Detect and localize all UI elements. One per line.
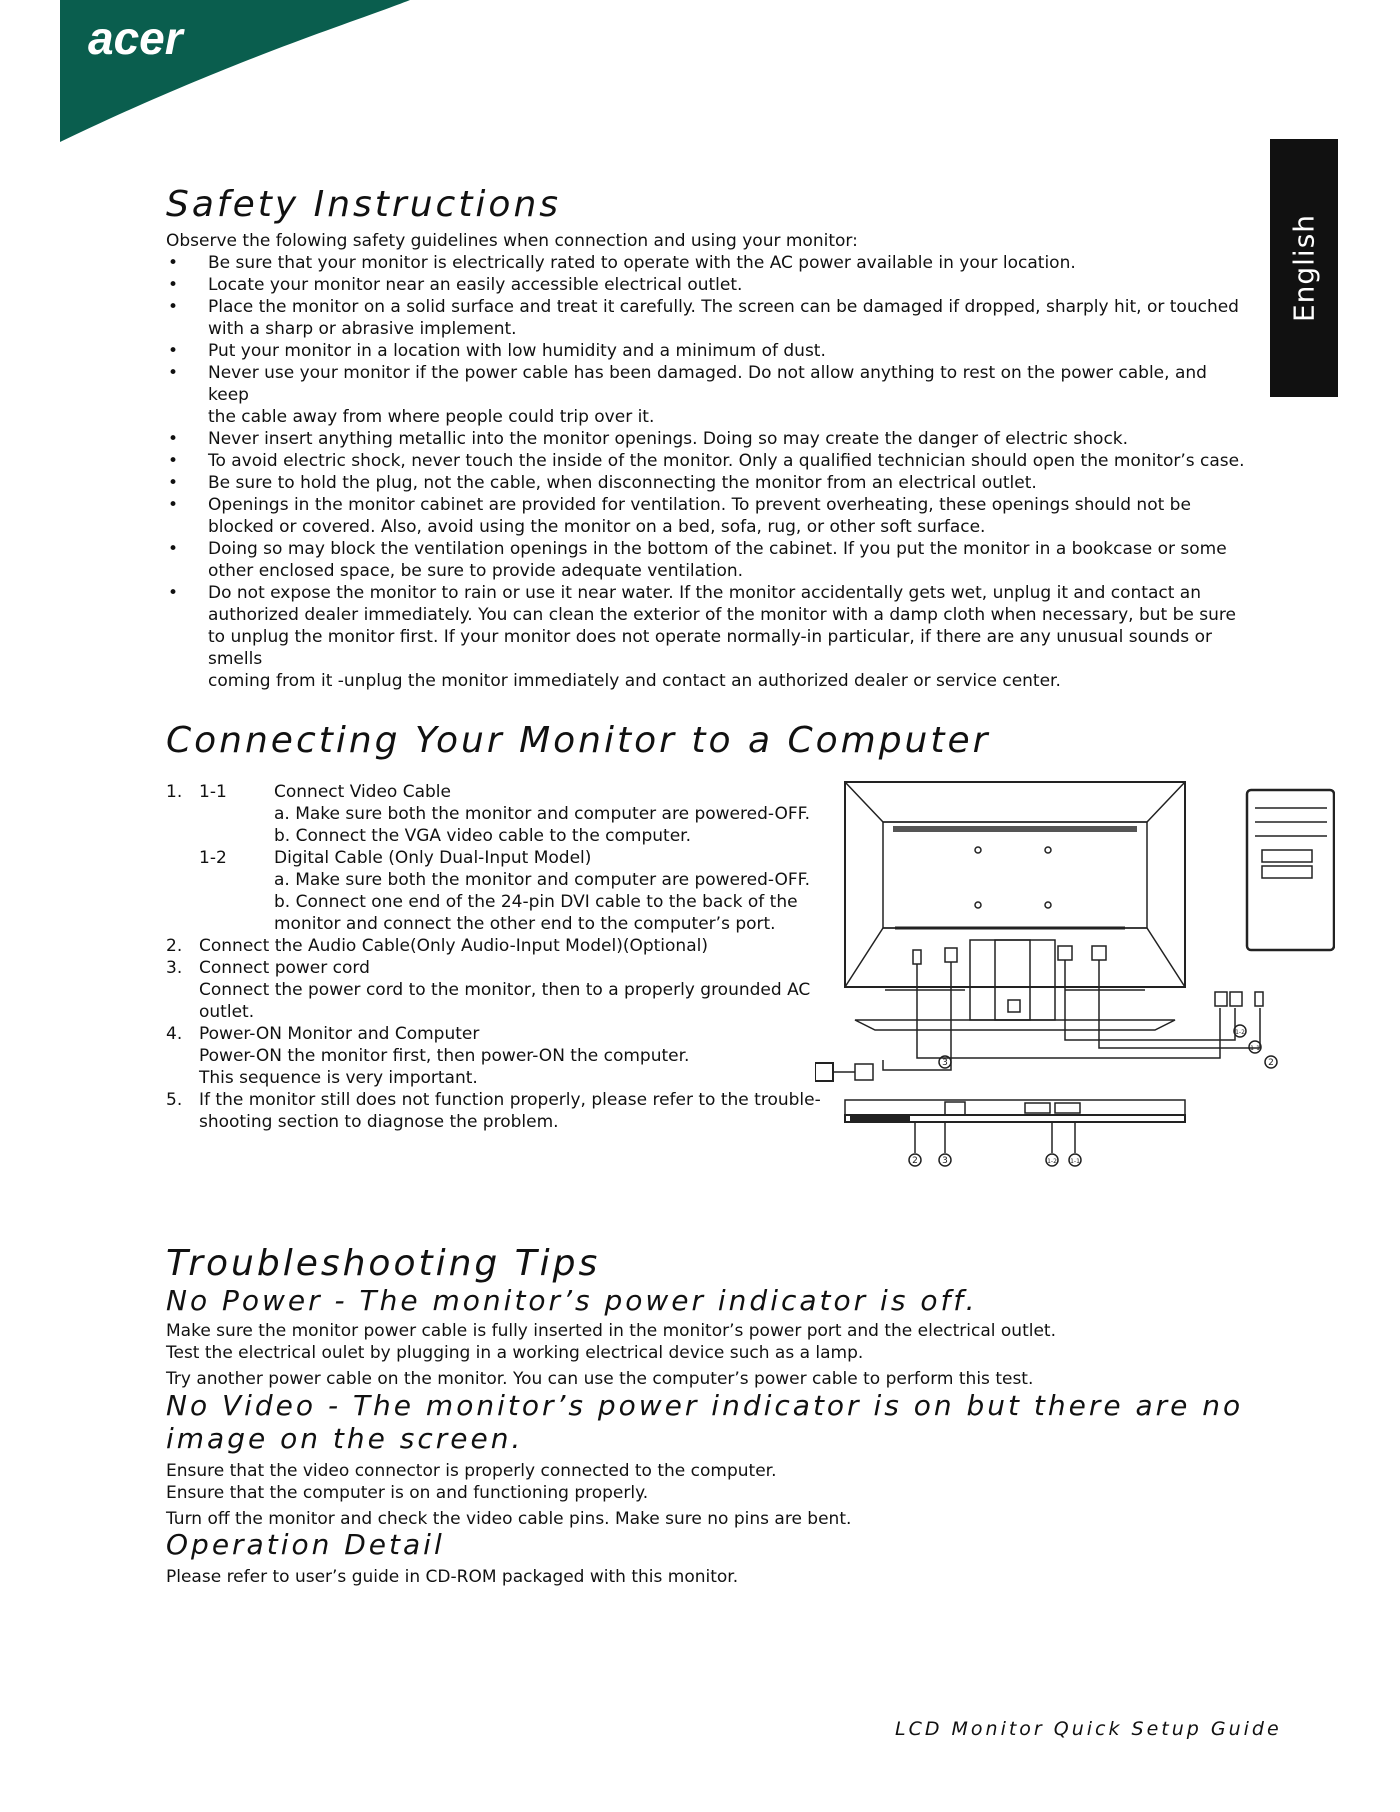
step-number: 1-2 bbox=[199, 848, 227, 868]
step-text: If the monitor still does not function properly, please refer to the trouble- bbox=[199, 1090, 821, 1110]
safety-bullet-line: • Be sure that your monitor is electrically rated to operate with the AC power available in your location. bbox=[208, 253, 1076, 273]
safety-bullet-line: • Do not expose the monitor to rain or use it near water. If the monitor accidentally gets wet, unplug it and contact an bbox=[208, 583, 1201, 603]
no-video-title: image on the screen. bbox=[166, 1422, 524, 1455]
step-text: This sequence is very important. bbox=[199, 1068, 478, 1088]
no-video-text: Turn off the monitor and check the video cable pins. Make sure no pins are bent. bbox=[166, 1509, 852, 1529]
callout-label: 1-2 bbox=[1047, 1158, 1057, 1165]
safety-bullet-line: • Be sure to hold the plug, not the cable, when disconnecting the monitor from an electrical outlet. bbox=[208, 473, 1037, 493]
safety-bullet bbox=[166, 252, 1246, 274]
logo-text: acer bbox=[88, 12, 183, 64]
step-text: b. Connect the VGA video cable to the computer. bbox=[274, 826, 692, 846]
safety-bullet bbox=[166, 582, 1246, 692]
no-power-text: Make sure the monitor power cable is fully inserted in the monitor’s power port and the electrical outlet. bbox=[166, 1321, 1057, 1341]
safety-bullet-line: • Never insert anything metallic into the monitor openings. Doing so may create the danger of electric shock. bbox=[208, 429, 1129, 449]
no-power-text: Try another power cable on the monitor. You can use the computer’s power cable to perform this test. bbox=[166, 1369, 1034, 1389]
safety-bullet-line: • Openings in the monitor cabinet are provided for ventilation. To prevent overheating, these openings should not be bbox=[208, 495, 1191, 515]
footer-guide-title: LCD Monitor Quick Setup Guide bbox=[895, 1718, 1282, 1740]
acer-logo bbox=[60, 0, 420, 145]
no-power-text: Test the electrical oulet by plugging in a working electrical device such as a lamp. bbox=[166, 1343, 864, 1363]
step-text: outlet. bbox=[199, 1002, 255, 1022]
step-number: 4. bbox=[166, 1024, 183, 1044]
safety-bullet-line: coming from it -unplug the monitor immediately and contact an authorized dealer or service center. bbox=[208, 671, 1061, 691]
safety-bullet bbox=[166, 362, 1246, 428]
safety-bullet-line: • Put your monitor in a location with low humidity and a minimum of dust. bbox=[208, 341, 826, 361]
safety-bullet-line: to unplug the monitor first. If your monitor does not operate normally-in particular, if there are any unusual sounds or smells bbox=[208, 627, 1212, 669]
safety-bullet bbox=[166, 274, 1246, 296]
connecting-title: Connecting Your Monitor to a Computer bbox=[166, 720, 991, 761]
safety-bullet bbox=[166, 428, 1246, 450]
step-text: a. Make sure both the monitor and computer are powered-OFF. bbox=[274, 870, 811, 890]
connection-diagram bbox=[815, 780, 1335, 1175]
step-title: Digital Cable (Only Dual-Input Model) bbox=[274, 848, 592, 868]
safety-bullet bbox=[166, 494, 1246, 538]
step-text: Power-ON the monitor first, then power-ON the computer. bbox=[199, 1046, 690, 1066]
safety-bullet-line: • Locate your monitor near an easily accessible electrical outlet. bbox=[208, 275, 743, 295]
safety-bullet-line: authorized dealer immediately. You can clean the exterior of the monitor with a damp cloth when necessary, but be sure bbox=[208, 605, 1236, 625]
safety-bullet bbox=[166, 450, 1246, 472]
safety-bullet bbox=[166, 538, 1246, 582]
callout-label: 3 bbox=[942, 1058, 948, 1068]
safety-bullet-line: • Place the monitor on a solid surface and treat it carefully. The screen can be damaged if dropped, sharply hit, or touched bbox=[208, 297, 1239, 317]
safety-bullet-line: • Never use your monitor if the power cable has been damaged. Do not allow anything to rest on the power cable, and keep bbox=[208, 363, 1207, 405]
troubleshooting-title: Troubleshooting Tips bbox=[166, 1243, 601, 1284]
safety-title: Safety Instructions bbox=[166, 184, 562, 225]
safety-bullet bbox=[166, 472, 1246, 494]
monitor-back bbox=[845, 782, 1185, 987]
step-text: shooting section to diagnose the problem. bbox=[199, 1112, 559, 1132]
callout-label: 3 bbox=[942, 1156, 948, 1166]
step-number: 1-1 bbox=[199, 782, 227, 802]
callout-label: 1-1 bbox=[1250, 1045, 1260, 1052]
language-tab-label: English bbox=[1287, 213, 1321, 323]
safety-bullet-line: the cable away from where people could trip over it. bbox=[208, 407, 655, 427]
step-number: 5. bbox=[166, 1090, 183, 1110]
step-number: 2. bbox=[166, 936, 183, 956]
safety-bullet bbox=[166, 296, 1246, 340]
safety-bullet-line: blocked or covered. Also, avoid using the monitor on a bed, sofa, rug, or other soft surface. bbox=[208, 517, 986, 537]
step-title: Connect power cord bbox=[199, 958, 370, 978]
safety-list bbox=[166, 252, 1246, 692]
callout-label: 2 bbox=[912, 1156, 918, 1166]
no-video-text: Ensure that the computer is on and functioning properly. bbox=[166, 1483, 649, 1503]
safety-bullet-line: • Doing so may block the ventilation openings in the bottom of the cabinet. If you put the monitor in a bookcase or some bbox=[208, 539, 1227, 559]
step-text: Connect the power cord to the monitor, then to a properly grounded AC bbox=[199, 980, 811, 1000]
step-title: Connect Video Cable bbox=[274, 782, 451, 802]
callout-label: 1-1 bbox=[1070, 1158, 1080, 1165]
step-title: Power-ON Monitor and Computer bbox=[199, 1024, 480, 1044]
safety-bullet-line: with a sharp or abrasive implement. bbox=[208, 319, 517, 339]
connecting-steps bbox=[166, 781, 821, 1133]
operation-text: Please refer to user’s guide in CD-ROM packaged with this monitor. bbox=[166, 1567, 739, 1587]
callout-label: 1-2 bbox=[1235, 1029, 1245, 1036]
step-number: 3. bbox=[166, 958, 183, 978]
language-tab bbox=[1270, 139, 1338, 397]
safety-bullet-line: other enclosed space, be sure to provide adequate ventilation. bbox=[208, 561, 744, 581]
no-power-title: No Power - The monitor’s power indicator is off. bbox=[166, 1284, 978, 1317]
step-text: a. Make sure both the monitor and computer are powered-OFF. bbox=[274, 804, 811, 824]
callout-label: 2 bbox=[1268, 1058, 1274, 1068]
safety-bullet bbox=[166, 340, 1246, 362]
wall-outlet-icon bbox=[815, 1063, 833, 1081]
step-text: monitor and connect the other end to the computer’s port. bbox=[274, 914, 776, 934]
pc-tower bbox=[1247, 790, 1334, 950]
step-title: Connect the Audio Cable(Only Audio-Input Model)(Optional) bbox=[199, 936, 708, 956]
no-video-text: Ensure that the video connector is properly connected to the computer. bbox=[166, 1461, 777, 1481]
safety-intro: Observe the folowing safety guidelines when connection and using your monitor: bbox=[166, 231, 858, 251]
step-text: b. Connect one end of the 24-pin DVI cable to the back of the bbox=[274, 892, 798, 912]
no-video-title: No Video - The monitor’s power indicator is on but there are no bbox=[166, 1389, 1244, 1422]
operation-title: Operation Detail bbox=[166, 1528, 445, 1561]
safety-bullet-line: • To avoid electric shock, never touch the inside of the monitor. Only a qualified technician should open the monitor’s case. bbox=[208, 451, 1245, 471]
step-number: 1. bbox=[166, 782, 183, 802]
